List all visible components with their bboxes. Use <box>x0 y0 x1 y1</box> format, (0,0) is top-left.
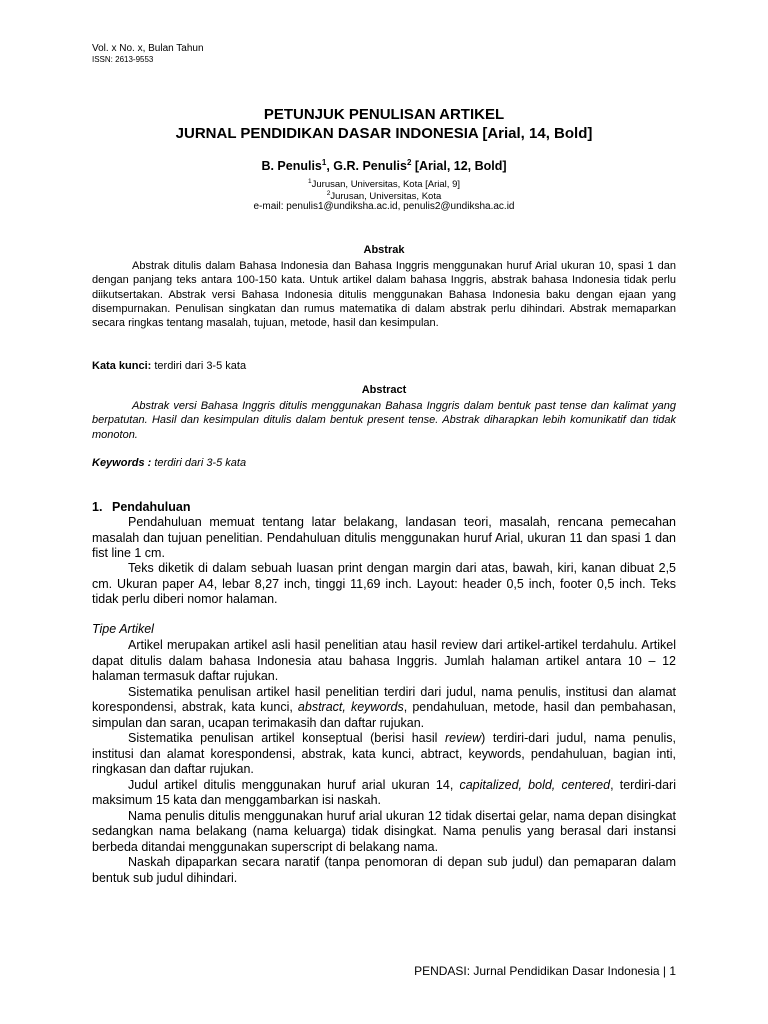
paragraph <box>92 685 676 732</box>
italic-run: capitalized, bold, centered <box>459 777 611 792</box>
kata-kunci-label: Kata kunci: <box>92 360 152 372</box>
abstract-heading: Abstract <box>361 384 407 396</box>
subsection-heading-tipe-artikel: Tipe Artikel <box>92 622 154 636</box>
text-run: Sistematika penulisan artikel hasil penelitian terdiri dari judul, nama penulis, institusi dan alamat korespondensi, abstrak, kata kunci, <box>92 684 676 714</box>
author-separator: , <box>326 159 334 174</box>
italic-run: review <box>444 731 482 745</box>
article-title-line1: PETUNJUK PENULISAN ARTIKEL <box>263 106 505 123</box>
kata-kunci-value: terdiri dari 3-5 kata <box>151 360 247 372</box>
journal-header <box>92 42 204 65</box>
paragraph <box>92 731 676 778</box>
page-footer: PENDASI: Jurnal Pendidikan Dasar Indonesia | 1 <box>414 964 676 978</box>
kata-kunci <box>92 360 246 372</box>
abstrak-heading: Abstrak <box>363 244 405 256</box>
affiliation-1-text: Jurusan, Universitas, Kota [Arial, 9] <box>311 179 460 191</box>
abstract-text: Abstrak versi Bahasa Inggris ditulis menggunakan Bahasa Inggris dalam bentuk past tense dan kalimat yang berpatutan. Hasil dan kesimpulan ditulis dalam bentuk present tense. Abstrak diharapkan lebih komunikatif dan tidak monoton. <box>92 400 676 441</box>
paragraph: Nama penulis ditulis menggunakan huruf arial ukuran 12 tidak disertai gelar, nama depan disingkat sedangkan nama belakang (nama keluarga) tidak disingkat. Nama penulis yang berasal dari instansi berbeda ditandai menggunakan superscript di belakang nama. <box>92 808 676 854</box>
paragraph: Naskah dipaparkan secara naratif (tanpa penomoran di depan sub judul) dan pemaparan dalam bentuk sub judul dihindari. <box>92 855 676 885</box>
affiliation-1-sup: 1 <box>308 178 312 185</box>
text-run: Judul artikel ditulis menggunakan huruf arial ukuran 14, <box>128 777 460 792</box>
author-2-sup: 2 <box>406 158 412 167</box>
author-1-sup: 1 <box>321 158 327 167</box>
italic-run: abstract, keywords <box>297 700 404 714</box>
author-format-note: [Arial, 12, Bold] <box>411 159 507 174</box>
section-number: 1. <box>92 500 103 514</box>
issn-info: ISSN: 2613-9553 <box>92 55 154 64</box>
affiliation-2-sup: 2 <box>326 190 331 197</box>
article-title-line2: JURNAL PENDIDIKAN DASAR INDONESIA [Arial, 14, Bold] <box>175 125 593 142</box>
author-1: B. Penulis <box>261 159 322 174</box>
author-2: G.R. Penulis <box>333 159 407 174</box>
pendahuluan-paragraph-2 <box>92 561 676 608</box>
text-run: Sistematika penulisan artikel konseptual (berisi hasil <box>128 731 445 745</box>
tipe-artikel-body <box>92 638 676 886</box>
author-emails: e-mail: penulis1@undiksha.ac.id, penulis2@undiksha.ac.id <box>253 201 515 212</box>
paragraph: Teks diketik di dalam sebuah luasan print dengan margin dari atas, bawah, kiri, kanan dibuat 2,5 cm. Ukuran paper A4, lebar 8,27 inch, tinggi 11,69 inch. Layout: header 0,5 inch, footer 0,5 inch. Teks tidak perlu diberi nomor halaman. <box>92 561 676 606</box>
section-heading-pendahuluan <box>92 500 190 514</box>
section-title: Pendahuluan <box>112 500 191 514</box>
keywords <box>92 457 246 469</box>
abstrak-text: Abstrak ditulis dalam Bahasa Indonesia dan Bahasa Inggris menggunakan huruf Arial ukuran 10, spasi 1 dan dengan panjang teks antara 100-150 kata. Untuk artikel dalam bahasa Inggris, abstrak bahasa Indonesia tidak perlu diikutsertakan. Abstrak versi Bahasa Indonesia ditulis menggunakan Bahasa Indonesia baku dengan ejaan yang disempurnakan. Penulisan singkatan dan rumus matematika di dalam abstrak perlu dihindari. Abstrak memaparkan secara ringkas tentang masalah, tujuan, metode, hasil dan kesimpulan. <box>92 260 676 330</box>
affiliation-2-text: Jurusan, Universitas, Kota <box>330 191 442 203</box>
paragraph <box>92 778 676 809</box>
paragraph: Pendahuluan memuat tentang latar belakang, landasan teori, masalah, rencana pemecahan masalah dan tujuan penelitian. Pendahuluan ditulis menggunakan huruf Arial, ukuran 11 dan spasi 1 dan fist line 1 cm. <box>92 515 676 560</box>
pendahuluan-paragraph-1 <box>92 515 676 562</box>
keywords-label: Keywords : <box>92 457 152 469</box>
text-run: ) terdiri-dari judul, nama penulis, institusi dan alamat korespondensi, abstrak, kata kunci, abtract, keywords, pendahuluan, bagian inti, ringkasan dan daftar rujukan. <box>92 731 676 776</box>
volume-info: Vol. x No. x, Bulan Tahun <box>92 43 204 54</box>
paragraph: Artikel merupakan artikel asli hasil penelitian atau hasil review dari artikel-artikel terdahulu. Artikel dapat ditulis dalam bahasa Indonesia atau bahasa Inggris. Jumlah halaman artikel antara 10 – 12 halaman termasuk daftar rujukan. <box>92 638 676 683</box>
text-run: , terdiri-dari maksimum 15 kata dan menggambarkan isi naskah. <box>92 777 676 807</box>
keywords-value: terdiri dari 3-5 kata <box>151 457 247 469</box>
text-run: , pendahuluan, metode, hasil dan pembahasan, simpulan dan saran, ucapan terimakasih dan daftar rujukan. <box>92 700 676 730</box>
author-line <box>0 158 768 173</box>
